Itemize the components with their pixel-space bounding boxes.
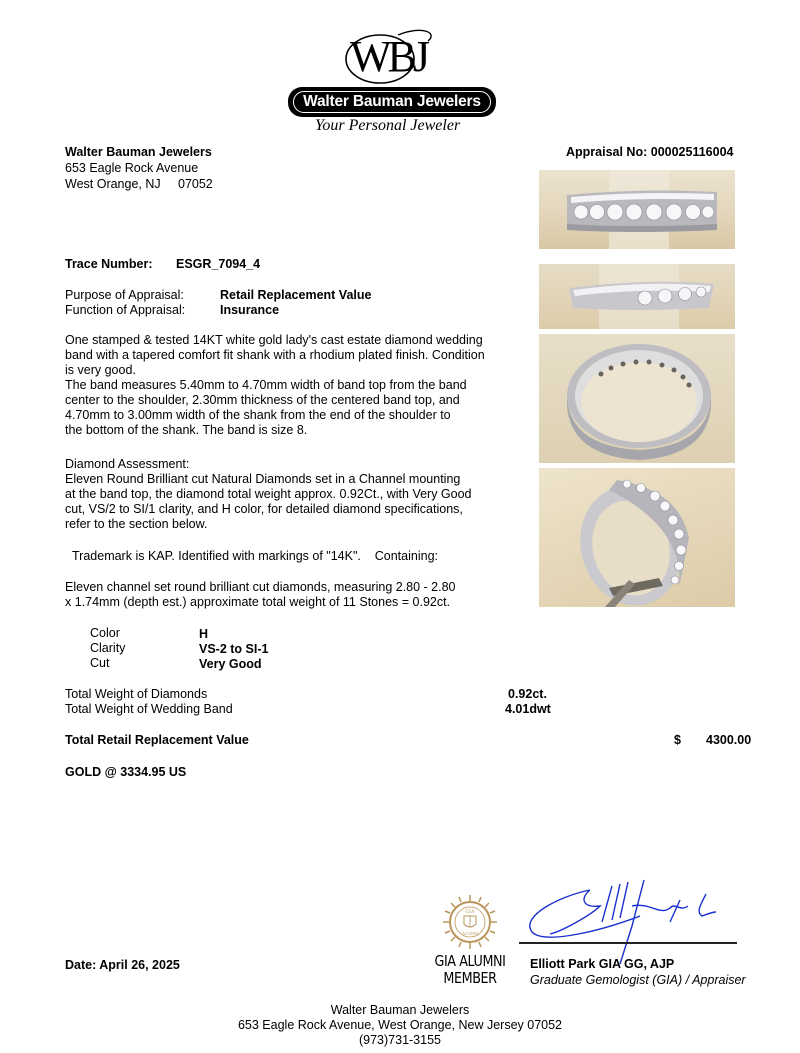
appraisal-date: Date: April 26, 2025 <box>65 958 180 972</box>
ring-side-image <box>539 264 735 329</box>
logo-banner: Walter Bauman Jewelers <box>288 87 496 117</box>
function-label: Function of Appraisal: <box>65 303 186 317</box>
gia-alumni-label: GIA ALUMNI <box>434 952 506 970</box>
ring-photo-inner <box>539 334 735 463</box>
diamond-spec-values <box>199 627 268 672</box>
trace-number-label: Trace Number: <box>65 257 153 271</box>
spec-value-color: H <box>199 627 209 641</box>
address-line-1: 653 Eagle Rock Avenue <box>65 161 199 175</box>
gold-price: GOLD @ 3334.95 US <box>65 765 187 779</box>
function-value: Insurance <box>220 303 280 317</box>
trademark-note: Trademark is KAP. Identified with markings of "14K". Containing: <box>72 549 438 563</box>
total-value-label: Total Retail Replacement Value <box>65 733 249 747</box>
appraiser-signature <box>520 876 720 966</box>
ring-top-image <box>539 170 735 249</box>
trace-number-value: ESGR_7094_4 <box>176 257 261 271</box>
item-description: One stamped & tested 14KT white gold lady's cast estate diamond wedding band with a tapered comfort fit shank with a rhodium plated finish. Condition is very good. The band measures 5.40mm to 4.70mm width of band top from the band center to the shoulder, 2.30mm thickness of the centered band top, and 4.70mm to 3.00mm width of the shank from the end of the shoulder to the bottom of the shank. The band is size 8. <box>65 333 485 437</box>
company-logo <box>288 27 498 137</box>
spec-label-cut: Cut <box>90 656 110 670</box>
company-name: Walter Bauman Jewelers <box>65 145 212 159</box>
assessment-heading: Diamond Assessment: <box>65 457 190 471</box>
spec-value-clarity: VS-2 to SI-1 <box>199 642 269 656</box>
footer-company: Walter Bauman Jewelers <box>330 1003 470 1017</box>
appraiser-name: Elliott Park GIA GG, AJP <box>530 957 675 971</box>
logo-tagline: Your Personal Jeweler <box>315 117 461 134</box>
ring-photo-side <box>539 264 735 329</box>
footer-phone: (973)731-3155 <box>358 1033 441 1047</box>
footer <box>0 1003 800 1048</box>
gia-member-label: MEMBER <box>443 969 497 987</box>
appraiser-title: Graduate Gemologist (GIA) / Appraiser <box>530 973 746 987</box>
diamond-specs <box>90 626 125 671</box>
weight-label-band: Total Weight of Wedding Band <box>65 702 233 716</box>
total-value-amount: 4300.00 <box>706 733 752 747</box>
ring-photo-top <box>539 170 735 249</box>
spec-label-clarity: Clarity <box>90 641 126 655</box>
ring-angled-image <box>539 468 735 607</box>
spec-label-color: Color <box>90 626 120 640</box>
ring-photo-angled <box>539 468 735 607</box>
signature-line <box>519 942 737 944</box>
wbj-monogram: WBJ <box>328 27 458 89</box>
weight-label-diamonds: Total Weight of Diamonds <box>65 687 208 701</box>
stones-description: Eleven channel set round brilliant cut diamonds, measuring 2.80 - 2.80 x 1.74mm (depth est.) approximate total weight of 11 Stones = 0.92ct. <box>65 580 456 609</box>
weight-value-diamonds: 0.92ct. <box>508 687 547 701</box>
gia-alumni-seal-icon <box>442 894 498 950</box>
ring-inner-image <box>539 334 735 463</box>
spec-value-cut: Very Good <box>199 657 262 671</box>
total-currency: $ <box>674 733 681 747</box>
svg-text:ALUMNI: ALUMNI <box>462 931 478 936</box>
footer-address: 653 Eagle Rock Avenue, West Orange, New Jersey 07052 <box>237 1018 563 1032</box>
address-line-2: West Orange, NJ 07052 <box>65 177 213 191</box>
weight-value-band: 4.01dwt <box>505 702 551 716</box>
purpose-label: Purpose of Appraisal: <box>65 288 184 302</box>
appraisal-number: Appraisal No: 000025116004 <box>566 145 734 159</box>
purpose-value: Retail Replacement Value <box>220 288 372 302</box>
svg-text:GIA: GIA <box>465 910 475 915</box>
diamond-assessment: Diamond Assessment: Eleven Round Brilliant cut Natural Diamonds set in a Channel mounting at the band top, the diamond total weight approx. 0.92Ct., with Very Good cut, VS/2 to SI/1 clarity, and H color, for detailed diamond specifications, refer to the section below. <box>65 457 472 531</box>
